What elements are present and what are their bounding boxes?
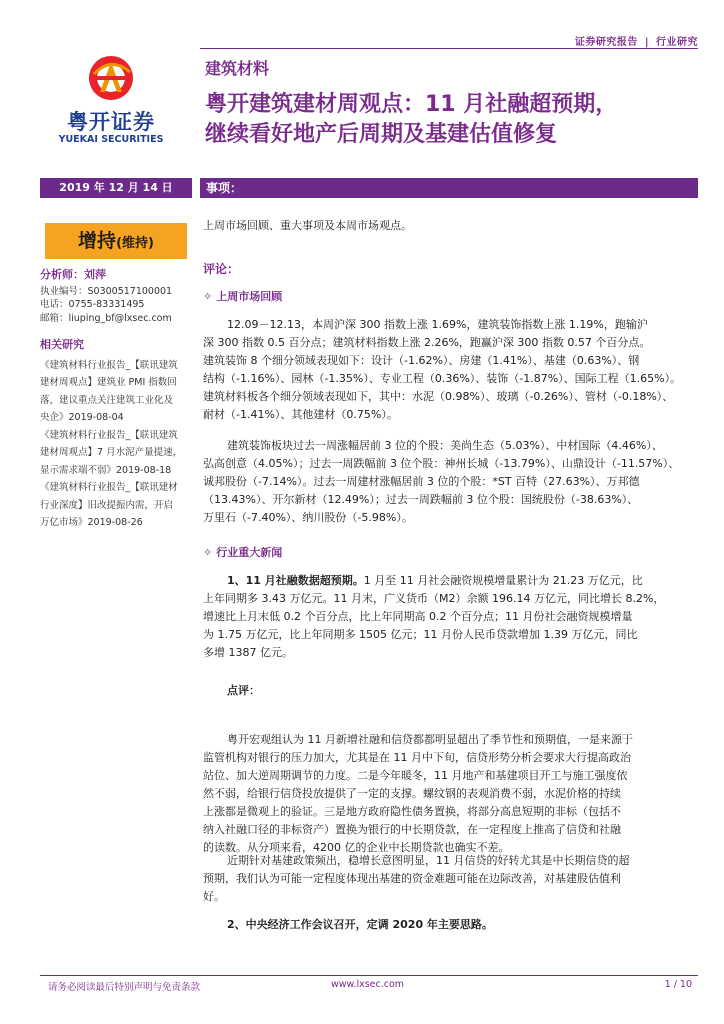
related-item[interactable]: 《建筑材料行业报告_【联讯建筑 建材周观点】建筑业 PMI 指数回 落，建议重点关注建筑工业化及 央企》2019-08-04 <box>40 359 178 423</box>
market-review-paragraph-1: 12.09－12.13，本周沪深 300 指数上涨 1.69%，建筑装饰指数上涨 1.19%，跑输沪 深 300 指数 0.5 百分点；建筑材料指数上涨 2.26%，跑赢沪深 300 指数 0.57 个百分点。 建筑装饰 8 个细分领域表现如下：设计（-1.62%）、房建（1.41%）、基建（0.63%）、钢 结构（-1.16%）、园林（-1.35%）、专业工程（0.36%）、装饰（-1.87%）、国际工程（1.65%）。 建筑材料板各个细分领域表现如下，其中：水泥（0.98%）、玻璃（-0.26%）、管材（-0.18%）、 耐材（-1.41%）、其他建材（0.75%）。 <box>203 318 682 421</box>
comment-paragraph-1: 粤开宏观组认为 11 月新增社融和信贷都都明显超出了季节性和预期值，一是来源于 监管机构对银行的压力加大，尤其是在 11 月中下旬，信贷形势分析会要求大行提高政治 站位、加大逆周期调节的力度。二是今年暖冬，11 月地产和基建项目开工与施工强度依 然不弱，给银行信贷投放提供了一定的支撑。螺纹钢的表观消费不弱，水泥价格的持续 上涨都是微观上的验证。三是地方政府隐性债务置换，将部分高息短期的非标（包括不 纳入社融口径的非标资产）置换为银行的中长期贷款，在一定程度上推高了信贷和社融 的读数。从分项来看，4200 亿的企业中长期贷款也确实不差。 <box>203 733 633 854</box>
related-list <box>40 357 200 532</box>
footer-url[interactable]: www.lxsec.com <box>331 979 405 990</box>
news-2-title: 2、中央经济工作会议召开，定调 2020 年主要思路。 <box>227 918 493 931</box>
comment-heading: 评论： <box>203 262 240 276</box>
rating-badge: 增持(维持) <box>45 223 187 259</box>
section-market-review: ✧ 上周市场回顾 <box>203 290 283 303</box>
matter-heading: 事项： <box>200 178 698 198</box>
analyst-email: 邮箱：liuping_bf@lxsec.com <box>40 312 172 324</box>
comment-subheading: 点评： <box>227 684 260 697</box>
page-number: 1 / 10 <box>664 979 692 990</box>
analyst-name: 分析师：刘萍 <box>40 268 106 281</box>
logo-name-en: YUEKAI SECURITIES <box>58 134 164 145</box>
market-review-paragraph-2: 建筑装饰板块过去一周涨幅居前 3 位的个股：美尚生态（5.03%）、中材国际（4.46%）、 弘高创意（4.05%）；过去一周跌幅前 3 位个股：神州长城（-13.79%）、山鼎设计（-11.57%）、 诚邦股份（-7.14%）。过去一周建材涨幅居前 3 位的个股：*ST 百特（27.63%）、万邦德 （13.43%）、开尔新材（12.49%）；过去一周跌幅前 3 位个股：国统股份（-38.63%）、 万里石（-7.40%）、纳川股份（-5.98%）。 <box>203 439 680 524</box>
logo-name-cn: 粤开证券 <box>67 110 155 134</box>
related-item[interactable]: 《建筑材料行业报告_【联讯建材 行业深度】旧改提振内需，开启 万亿市场》2019-08-26 <box>40 482 178 528</box>
related-research <box>40 338 200 532</box>
related-item[interactable]: 《建筑材料行业报告_【联讯建筑 建材周观点】7 月水泥产量提速， 显示需求端不弱》2019-08-18 <box>40 429 183 476</box>
report-title: 粤开建筑建材周观点：11 月社融超预期， 继续看好地产后周期及基建估值修复 <box>205 92 618 147</box>
news-1-title: 1、11 月社融数据超预期。 <box>227 574 364 587</box>
footer-disclaimer[interactable]: 请务必阅读最后特别声明与免责条款 <box>48 982 201 993</box>
report-date: 2019 年 12 月 14 日 <box>40 178 192 198</box>
analyst-info <box>40 268 200 325</box>
analyst-phone: 电话：0755-83331495 <box>40 299 145 310</box>
header-rule <box>200 48 698 49</box>
sector-label: 建筑材料 <box>205 59 270 78</box>
company-logo <box>50 50 200 160</box>
diamond-icon: ✧ <box>203 290 213 303</box>
footer-rule <box>40 975 698 976</box>
analyst-cert: 执业编号：S0300517100001 <box>40 285 173 297</box>
related-heading: 相关研究 <box>40 338 84 351</box>
news-1: 1、11 月社融数据超预期。1 月至 11 月社会融资规模增量累计为 21.23 万亿元，比 上年同期多 3.43 万亿元。11 月末，广义货币（M2）余额 196.14 万亿元，同比增长 8.2%， 增速比上月末低 0.2 个百分点，比上年同期高 0.2 个百分点；11 月份社会融资规模增量 为 1.75 万亿元，比上年同期多 1505 亿元；11 月份人民币贷款增加 1.39 万亿元，同比 多增 1387 亿元。 <box>203 574 665 659</box>
header-separator: | <box>644 37 650 48</box>
section-industry-news: ✧ 行业重大新闻 <box>203 546 283 559</box>
report-type-header: 证券研究报告 | 行业研究 <box>574 37 698 48</box>
comment-paragraph-2: 近期针对基建政策频出，稳增长意图明显，11 月信贷的好转尤其是中长期信贷的超 预期，我们认为可能一定程度体现出基建的资金难题可能在边际改善，对基建股估值利 好。 <box>203 854 630 903</box>
matter-text: 上周市场回顾、重大事项及本周市场观点。 <box>203 219 412 232</box>
diamond-icon: ✧ <box>203 546 213 559</box>
